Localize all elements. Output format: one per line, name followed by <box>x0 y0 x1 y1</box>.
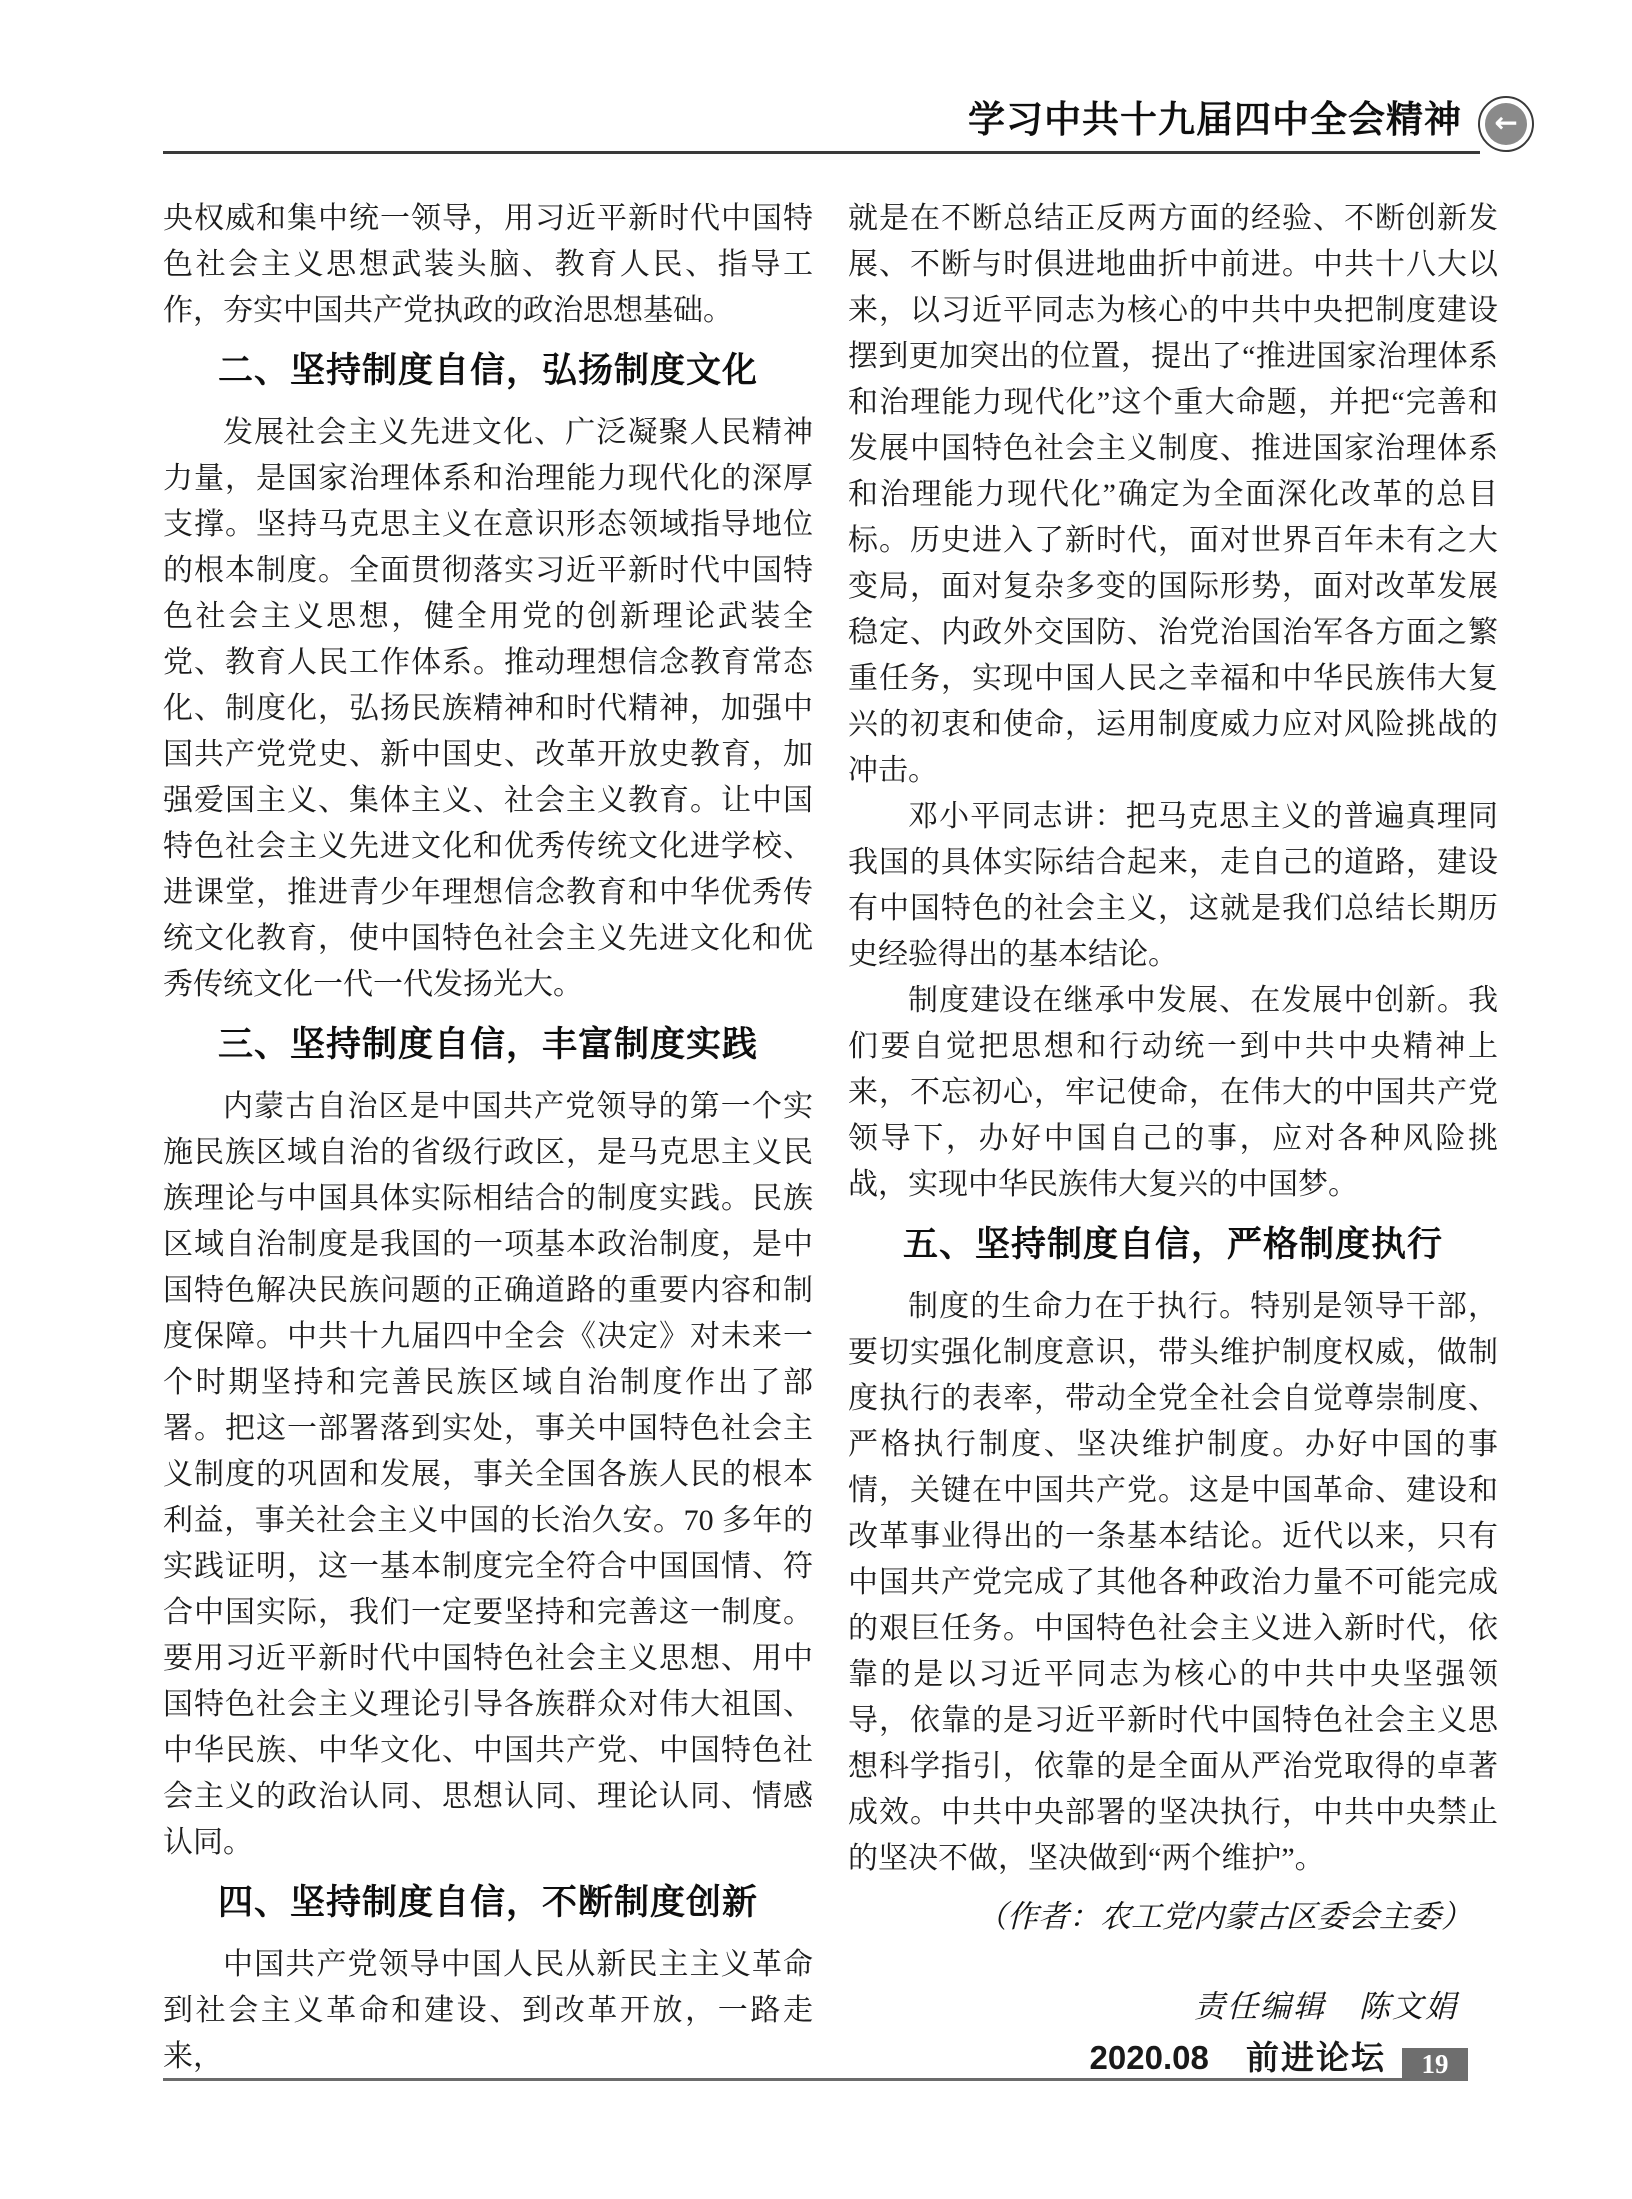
body-paragraph: 中国共产党领导中国人民从新民主主义革命到社会主义革命和建设、到改革开放，一路走来， <box>163 1948 813 2073</box>
footer-rule <box>163 2078 1410 2081</box>
body-paragraph: 制度的生命力在于执行。特别是领导干部，要切实强化制度意识，带头维护制度权威，做制度执行的表率，带动全党全社会自觉尊崇制度、严格执行制度、坚决维护制度。办好中国的事情，关键在中国共产党。这是中国革命、建设和改革事业得出的一条基本结论。近代以来，只有中国共产党完成了其他各种政治力量不可能完成的艰巨任务。中国特色社会主义进入新时代，依靠的是以习近平同志为核心的中共中央坚强领导，依靠的是习近平新时代中国特色社会主义思想科学指引，依靠的是全面从严治党取得的卓著成效。中共中央部署的坚决执行，中共中央禁止的坚决不做，坚决做到“两个维护”。 <box>848 1290 1498 1875</box>
body-paragraph: 央权威和集中统一领导，用习近平新时代中国特色社会主义思想武装头脑、教育人民、指导工作，夯实中国共产党执政的政治思想基础。 <box>163 202 813 327</box>
footer-issue: 2020.08 <box>1089 2039 1209 2076</box>
footer-journal-line <box>1090 2038 1386 2078</box>
left-arrow-icon <box>1485 103 1527 145</box>
body-paragraph: 发展社会主义先进文化、广泛凝聚人民精神力量，是国家治理体系和治理能力现代化的深厚支撑。坚持马克思主义在意识形态领域指导地位的根本制度。全面贯彻落实习近平新时代中国特色社会主义思想，健全用党的创新理论武装全党、教育人民工作体系。推动理想信念教育常态化、制度化，弘扬民族精神和时代精神，加强中国共产党党史、新中国史、改革开放史教育，加强爱国主义、集体主义、社会主义教育。让中国特色社会主义先进文化和优秀传统文化进学校、进课堂，推进青少年理想信念教育和中华优秀传统文化教育，使中国特色社会主义先进文化和优秀传统文化一代一代发扬光大。 <box>163 416 813 1001</box>
section-heading: 五、坚持制度自信，严格制度执行 <box>902 1225 1443 1264</box>
footer-journal-name: 前进论坛 <box>1246 2039 1386 2076</box>
left-text-column <box>163 196 813 2080</box>
author-credit: （作者：农工党内蒙古区委会主委） <box>976 1899 1472 1934</box>
right-text-column <box>848 196 1498 2030</box>
body-paragraph: 就是在不断总结正反两方面的经验、不断创新发展、不断与时俱进地曲折中前进。中共十八大以来，以习近平同志为核心的中共中央把制度建设摆到更加突出的位置，提出了“推进国家治理体系和治理能力现代化”这个重大命题，并把“完善和发展中国特色社会主义制度、推进国家治理体系和治理能力现代化”确定为全面深化改革的总目标。历史进入了新时代，面对世界百年未有之大变局，面对复杂多变的国际形势，面对改革发展稳定、内政外交国防、治党治国治军各方面之繁重任务，实现中国人民之幸福和中华民族伟大复兴的初衷和使命，运用制度威力应对风险挑战的冲击。 <box>848 202 1498 787</box>
editor-credit: 责任编辑 陈文娟 <box>1194 1989 1458 2024</box>
body-paragraph: 邓小平同志讲：把马克思主义的普遍真理同我国的具体实际结合起来，走自己的道路，建设有中国特色的社会主义，这就是我们总结长期历史经验得出的基本结论。 <box>848 800 1498 971</box>
section-heading: 三、坚持制度自信，丰富制度实践 <box>217 1025 758 1064</box>
page-number-badge: 19 <box>1402 2048 1468 2081</box>
body-paragraph: 内蒙古自治区是中国共产党领导的第一个实施民族区域自治的省级行政区，是马克思主义民族理论与中国具体实际相结合的制度实践。民族区域自治制度是我国的一项基本政治制度，是中国特色解决民族问题的正确道路的重要内容和制度保障。中共十九届四中全会《决定》对未来一个时期坚持和完善民族区域自治制度作出了部署。把这一部署落到实处，事关中国特色社会主义制度的巩固和发展，事关全国各族人民的根本利益，事关社会主义中国的长治久安。70 多年的实践证明，这一基本制度完全符合中国国情、符合中国实际，我们一定要坚持和完善这一制度。要用习近平新时代中国特色社会主义思想、用中国特色社会主义理论引导各族群众对伟大祖国、中华民族、中华文化、中国共产党、中国特色社会主义的政治认同、思想认同、理论认同、情感认同。 <box>163 1090 813 1859</box>
page-header-title: 学习中共十九届四中全会精神 <box>968 99 1462 140</box>
circle-left-arrow-icon <box>1478 96 1534 152</box>
header-rule <box>163 151 1480 154</box>
left-arrow-glyph: ← <box>1494 106 1518 139</box>
section-heading: 四、坚持制度自信，不断制度创新 <box>217 1883 758 1922</box>
body-paragraph: 制度建设在继承中发展、在发展中创新。我们要自觉把思想和行动统一到中共中央精神上来，不忘初心，牢记使命，在伟大的中国共产党领导下，办好中国自己的事，应对各种风险挑战，实现中华民族伟大复兴的中国梦。 <box>848 984 1498 1201</box>
section-heading: 二、坚持制度自信，弘扬制度文化 <box>217 351 758 390</box>
